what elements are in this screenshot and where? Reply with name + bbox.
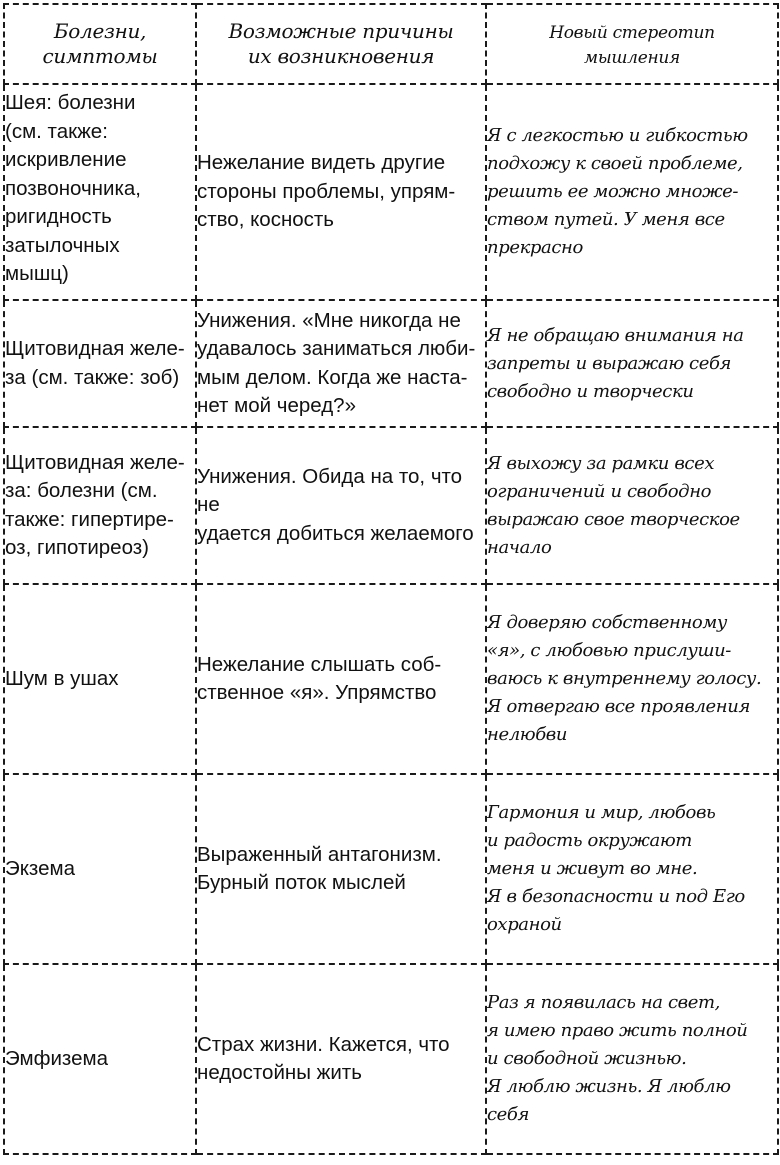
table-row <box>4 964 778 1154</box>
affirmation-cell: Я с легкостью и гибкостью подхожу к своей проблеме, решить ее можно множе- ством путей. У меня все прекрасно <box>486 84 778 300</box>
disease-cell: Экзема <box>4 774 196 964</box>
affirmation-table-page <box>3 3 777 1155</box>
disease-cell: Шея: болезни (см. также: искривление позвоночника, ригидность затылочных мышц) <box>4 84 196 300</box>
affirmation-cell: Я выхожу за рамки всех ограничений и свободно выражаю свое творческое начало <box>486 427 778 584</box>
affirmation-table <box>3 3 779 1155</box>
cause-cell: Унижения. «Мне никогда не удавалось заниматься люби- мым делом. Когда же наста- нет мой черед?» <box>196 300 486 427</box>
header-new-thinking: Новый стереотип мышления <box>486 4 778 84</box>
disease-cell: Щитовидная желе- за (см. также: зоб) <box>4 300 196 427</box>
table-row <box>4 300 778 427</box>
table-row <box>4 84 778 300</box>
affirmation-cell: Раз я появилась на свет, я имею право жить полной и свободной жизнью. Я люблю жизнь. Я люблю себя <box>486 964 778 1154</box>
affirmation-cell: Гармония и мир, любовь и радость окружают меня и живут во мне. Я в безопасности и под Его охраной <box>486 774 778 964</box>
table-row <box>4 774 778 964</box>
table-row <box>4 427 778 584</box>
cause-cell: Нежелание видеть другие стороны проблемы, упрям- ство, косность <box>196 84 486 300</box>
affirmation-cell: Я доверяю собственному «я», с любовью прислуши- ваюсь к внутреннему голосу. Я отвергаю все проявления нелюбви <box>486 584 778 774</box>
disease-cell: Эмфизема <box>4 964 196 1154</box>
cause-cell: Унижения. Обида на то, что не удается добиться желаемого <box>196 427 486 584</box>
disease-cell: Щитовидная желе- за: болезни (см. также: гипертире- оз, гипотиреоз) <box>4 427 196 584</box>
cause-cell: Страх жизни. Кажется, что недостойны жить <box>196 964 486 1154</box>
header-causes: Возможные причины их возникновения <box>196 4 486 84</box>
table-row <box>4 584 778 774</box>
disease-cell: Шум в ушах <box>4 584 196 774</box>
affirmation-cell: Я не обращаю внимания на запреты и выражаю себя свободно и творчески <box>486 300 778 427</box>
cause-cell: Нежелание слышать соб- ственное «я». Упрямство <box>196 584 486 774</box>
header-diseases: Болезни, симптомы <box>4 4 196 84</box>
table-header-row <box>4 4 778 84</box>
cause-cell: Выраженный антагонизм. Бурный поток мыслей <box>196 774 486 964</box>
